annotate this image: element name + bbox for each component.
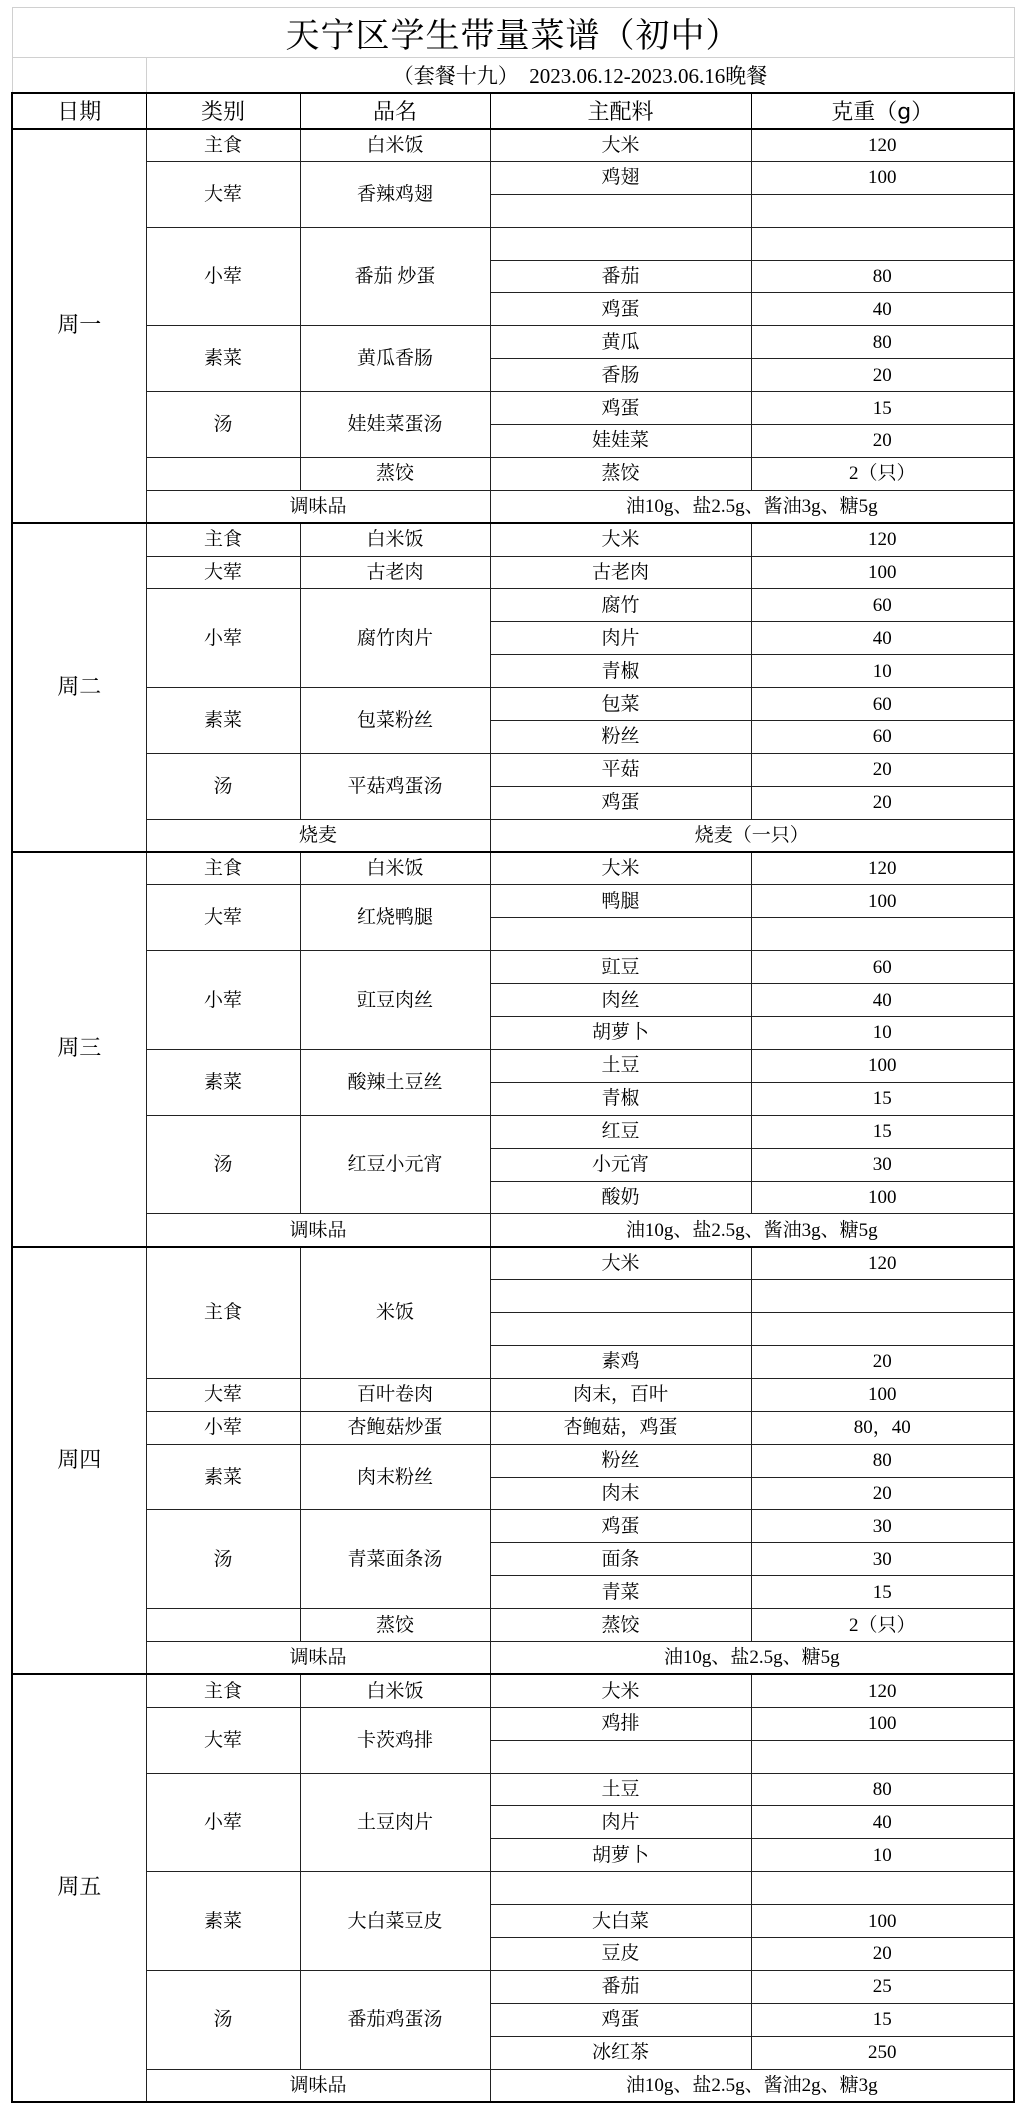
dish-cell: 香辣鸡翅 [300, 161, 490, 227]
dish-cell: 青菜面条汤 [300, 1510, 490, 1609]
ingredient-cell: 鸡蛋 [490, 2003, 751, 2036]
weight-cell [751, 918, 1014, 951]
ingredient-cell: 鸭腿 [490, 885, 751, 918]
menu-subtitle: （套餐十九） 2023.06.12-2023.06.16晚餐 [146, 58, 1014, 93]
category-cell [146, 457, 300, 490]
dish-cell: 蒸饺 [300, 457, 490, 490]
page-title: 天宁区学生带量菜谱（初中） [12, 8, 1014, 58]
day-label: 周三 [12, 852, 146, 1247]
ingredient-cell: 蒸饺 [490, 457, 751, 490]
extra-value: 油10g、盐2.5g、酱油3g、糖5g [490, 490, 1014, 523]
weight-cell: 120 [751, 129, 1014, 162]
menu-row [12, 1378, 1014, 1411]
dish-cell: 蒸饺 [300, 1609, 490, 1642]
category-cell: 大荤 [146, 1707, 300, 1773]
category-cell: 汤 [146, 1115, 300, 1214]
extra-value: 油10g、盐2.5g、酱油2g、糖3g [490, 2069, 1014, 2102]
header-date: 日期 [12, 93, 146, 129]
dish-cell: 包菜粉丝 [300, 688, 490, 754]
ingredient-cell: 肉丝 [490, 984, 751, 1017]
extra-value: 油10g、盐2.5g、酱油3g、糖5g [490, 1214, 1014, 1247]
menu-row [12, 161, 1014, 194]
menu-row [12, 457, 1014, 490]
day-label: 周五 [12, 1674, 146, 2102]
extra-row [12, 1641, 1014, 1674]
menu-row [12, 326, 1014, 359]
ingredient-cell: 黄瓜 [490, 326, 751, 359]
ingredient-cell: 番茄 [490, 1970, 751, 2003]
weight-cell: 15 [751, 1115, 1014, 1148]
category-cell: 主食 [146, 1674, 300, 1707]
dish-cell: 白米饭 [300, 523, 490, 556]
weight-cell: 100 [751, 885, 1014, 918]
extra-label: 烧麦 [146, 819, 490, 852]
menu-row [12, 129, 1014, 162]
weight-cell [751, 194, 1014, 227]
weight-cell: 80，40 [751, 1411, 1014, 1444]
ingredient-cell: 香肠 [490, 359, 751, 392]
ingredient-cell: 鸡蛋 [490, 293, 751, 326]
dish-cell: 肉末粉丝 [300, 1444, 490, 1510]
weight-cell: 15 [751, 1576, 1014, 1609]
day-label: 周四 [12, 1247, 146, 1675]
category-cell: 小荤 [146, 1411, 300, 1444]
menu-row [12, 1970, 1014, 2003]
menu-row [12, 1049, 1014, 1082]
subtitle-blank-cell [12, 58, 146, 93]
ingredient-cell: 小元宵 [490, 1148, 751, 1181]
ingredient-cell: 番茄 [490, 260, 751, 293]
extra-row [12, 819, 1014, 852]
ingredient-cell [490, 1740, 751, 1773]
weight-cell: 100 [751, 161, 1014, 194]
category-cell: 主食 [146, 1247, 300, 1379]
category-cell: 素菜 [146, 1444, 300, 1510]
header-row [12, 93, 1014, 129]
extra-row [12, 490, 1014, 523]
category-cell: 大荤 [146, 556, 300, 589]
ingredient-cell: 青椒 [490, 655, 751, 688]
weight-cell: 80 [751, 260, 1014, 293]
subtitle-row [12, 58, 1014, 93]
weight-cell: 100 [751, 1905, 1014, 1938]
ingredient-cell [490, 227, 751, 260]
menu-row [12, 688, 1014, 721]
dish-cell: 腐竹肉片 [300, 589, 490, 688]
weight-cell: 120 [751, 852, 1014, 885]
extra-row [12, 2069, 1014, 2102]
ingredient-cell: 酸奶 [490, 1181, 751, 1214]
menu-row [12, 852, 1014, 885]
weight-cell: 80 [751, 1773, 1014, 1806]
ingredient-cell: 腐竹 [490, 589, 751, 622]
category-cell: 素菜 [146, 1872, 300, 1971]
category-cell: 汤 [146, 753, 300, 819]
menu-row [12, 392, 1014, 425]
weight-cell: 30 [751, 1510, 1014, 1543]
dish-cell: 古老肉 [300, 556, 490, 589]
category-cell: 素菜 [146, 326, 300, 392]
weight-cell: 15 [751, 2003, 1014, 2036]
weight-cell: 20 [751, 1477, 1014, 1510]
ingredient-cell: 青菜 [490, 1576, 751, 1609]
menu-row [12, 1510, 1014, 1543]
menu-row [12, 523, 1014, 556]
ingredient-cell: 土豆 [490, 1049, 751, 1082]
ingredient-cell: 鸡翅 [490, 161, 751, 194]
weight-cell [751, 1280, 1014, 1313]
menu-row [12, 556, 1014, 589]
ingredient-cell [490, 194, 751, 227]
weight-cell: 10 [751, 655, 1014, 688]
header-ingredient: 主配料 [490, 93, 751, 129]
dish-cell: 卡茨鸡排 [300, 1707, 490, 1773]
menu-row [12, 951, 1014, 984]
weight-cell: 40 [751, 1806, 1014, 1839]
weight-cell: 100 [751, 1707, 1014, 1740]
ingredient-cell [490, 918, 751, 951]
category-cell: 小荤 [146, 589, 300, 688]
weight-cell: 80 [751, 1444, 1014, 1477]
header-category: 类别 [146, 93, 300, 129]
extra-label: 调味品 [146, 490, 490, 523]
weight-cell: 15 [751, 392, 1014, 425]
category-cell: 素菜 [146, 688, 300, 754]
ingredient-cell: 冰红茶 [490, 2036, 751, 2069]
weight-cell: 100 [751, 1049, 1014, 1082]
menu-body [12, 129, 1014, 2102]
weight-cell: 40 [751, 293, 1014, 326]
category-cell: 小荤 [146, 951, 300, 1050]
ingredient-cell: 大米 [490, 129, 751, 162]
ingredient-cell [490, 1872, 751, 1905]
category-cell: 汤 [146, 1970, 300, 2069]
menu-row [12, 1115, 1014, 1148]
weight-cell: 60 [751, 721, 1014, 754]
weight-cell [751, 1872, 1014, 1905]
dish-cell: 黄瓜香肠 [300, 326, 490, 392]
ingredient-cell: 包菜 [490, 688, 751, 721]
ingredient-cell: 素鸡 [490, 1345, 751, 1378]
dish-cell: 杏鲍菇炒蛋 [300, 1411, 490, 1444]
menu-row [12, 1247, 1014, 1280]
weight-cell: 25 [751, 1970, 1014, 2003]
weight-cell: 30 [751, 1543, 1014, 1576]
ingredient-cell: 蒸饺 [490, 1609, 751, 1642]
extra-row [12, 1214, 1014, 1247]
ingredient-cell: 古老肉 [490, 556, 751, 589]
dish-cell: 白米饭 [300, 852, 490, 885]
weight-cell: 20 [751, 425, 1014, 458]
weight-cell: 30 [751, 1148, 1014, 1181]
ingredient-cell: 肉末 [490, 1477, 751, 1510]
ingredient-cell: 鸡蛋 [490, 1510, 751, 1543]
category-cell: 主食 [146, 523, 300, 556]
dish-cell: 大白菜豆皮 [300, 1872, 490, 1971]
extra-label: 调味品 [146, 1214, 490, 1247]
weight-cell: 2（只） [751, 457, 1014, 490]
category-cell: 汤 [146, 1510, 300, 1609]
menu-row [12, 1411, 1014, 1444]
menu-row [12, 885, 1014, 918]
weight-cell [751, 1313, 1014, 1346]
dish-cell: 酸辣土豆丝 [300, 1049, 490, 1115]
ingredient-cell: 鸡排 [490, 1707, 751, 1740]
weight-cell: 100 [751, 1378, 1014, 1411]
dish-cell: 红烧鸭腿 [300, 885, 490, 951]
category-cell: 汤 [146, 392, 300, 458]
category-cell: 小荤 [146, 227, 300, 326]
day-label: 周二 [12, 523, 146, 852]
extra-value: 油10g、盐2.5g、糖5g [490, 1641, 1014, 1674]
ingredient-cell: 杏鲍菇，鸡蛋 [490, 1411, 751, 1444]
category-cell: 主食 [146, 852, 300, 885]
menu-row [12, 1444, 1014, 1477]
ingredient-cell: 肉末，百叶 [490, 1378, 751, 1411]
dish-cell: 百叶卷肉 [300, 1378, 490, 1411]
ingredient-cell: 娃娃菜 [490, 425, 751, 458]
menu-row [12, 1872, 1014, 1905]
extra-label: 调味品 [146, 2069, 490, 2102]
menu-row [12, 1674, 1014, 1707]
weight-cell: 20 [751, 359, 1014, 392]
dish-cell: 娃娃菜蛋汤 [300, 392, 490, 458]
header-weight: 克重（g） [751, 93, 1014, 129]
dish-cell: 土豆肉片 [300, 1773, 490, 1872]
ingredient-cell: 胡萝卜 [490, 1017, 751, 1050]
menu-row [12, 589, 1014, 622]
day-label: 周一 [12, 129, 146, 524]
weight-cell: 10 [751, 1839, 1014, 1872]
ingredient-cell: 豆皮 [490, 1937, 751, 1970]
title-row [12, 8, 1014, 58]
dish-cell: 平菇鸡蛋汤 [300, 753, 490, 819]
menu-row [12, 753, 1014, 786]
category-cell: 大荤 [146, 161, 300, 227]
dish-cell: 番茄鸡蛋汤 [300, 1970, 490, 2069]
dish-cell: 白米饭 [300, 129, 490, 162]
dish-cell: 米饭 [300, 1247, 490, 1379]
ingredient-cell: 大米 [490, 1247, 751, 1280]
category-cell: 大荤 [146, 1378, 300, 1411]
weight-cell: 2（只） [751, 1609, 1014, 1642]
category-cell: 小荤 [146, 1773, 300, 1872]
category-cell [146, 1609, 300, 1642]
ingredient-cell: 红豆 [490, 1115, 751, 1148]
weight-cell [751, 227, 1014, 260]
ingredient-cell: 大白菜 [490, 1905, 751, 1938]
weight-cell: 60 [751, 589, 1014, 622]
weight-cell: 20 [751, 753, 1014, 786]
ingredient-cell: 面条 [490, 1543, 751, 1576]
dish-cell: 红豆小元宵 [300, 1115, 490, 1214]
weight-cell: 80 [751, 326, 1014, 359]
ingredient-cell: 大米 [490, 523, 751, 556]
weight-cell: 40 [751, 622, 1014, 655]
extra-value: 烧麦（一只） [490, 819, 1014, 852]
weight-cell: 100 [751, 1181, 1014, 1214]
weight-cell: 40 [751, 984, 1014, 1017]
ingredient-cell: 鸡蛋 [490, 786, 751, 819]
menu-row [12, 227, 1014, 260]
menu-table [11, 7, 1015, 2103]
ingredient-cell [490, 1280, 751, 1313]
ingredient-cell: 鸡蛋 [490, 392, 751, 425]
category-cell: 素菜 [146, 1049, 300, 1115]
ingredient-cell: 肉片 [490, 1806, 751, 1839]
weight-cell: 120 [751, 523, 1014, 556]
ingredient-cell: 粉丝 [490, 1444, 751, 1477]
dish-cell: 白米饭 [300, 1674, 490, 1707]
weight-cell: 20 [751, 786, 1014, 819]
dish-cell: 豇豆肉丝 [300, 951, 490, 1050]
ingredient-cell: 粉丝 [490, 721, 751, 754]
weight-cell: 20 [751, 1345, 1014, 1378]
ingredient-cell [490, 1313, 751, 1346]
ingredient-cell: 豇豆 [490, 951, 751, 984]
ingredient-cell: 肉片 [490, 622, 751, 655]
weight-cell: 15 [751, 1082, 1014, 1115]
menu-row [12, 1707, 1014, 1740]
weight-cell [751, 1740, 1014, 1773]
ingredient-cell: 大米 [490, 1674, 751, 1707]
dish-cell: 番茄 炒蛋 [300, 227, 490, 326]
category-cell: 主食 [146, 129, 300, 162]
weight-cell: 120 [751, 1247, 1014, 1280]
weight-cell: 60 [751, 688, 1014, 721]
menu-row [12, 1773, 1014, 1806]
weight-cell: 20 [751, 1937, 1014, 1970]
weight-cell: 60 [751, 951, 1014, 984]
menu-row [12, 1609, 1014, 1642]
category-cell: 大荤 [146, 885, 300, 951]
weight-cell: 10 [751, 1017, 1014, 1050]
ingredient-cell: 平菇 [490, 753, 751, 786]
header-dish: 品名 [300, 93, 490, 129]
ingredient-cell: 土豆 [490, 1773, 751, 1806]
extra-label: 调味品 [146, 1641, 490, 1674]
ingredient-cell: 胡萝卜 [490, 1839, 751, 1872]
weight-cell: 100 [751, 556, 1014, 589]
weight-cell: 250 [751, 2036, 1014, 2069]
weight-cell: 120 [751, 1674, 1014, 1707]
ingredient-cell: 大米 [490, 852, 751, 885]
ingredient-cell: 青椒 [490, 1082, 751, 1115]
